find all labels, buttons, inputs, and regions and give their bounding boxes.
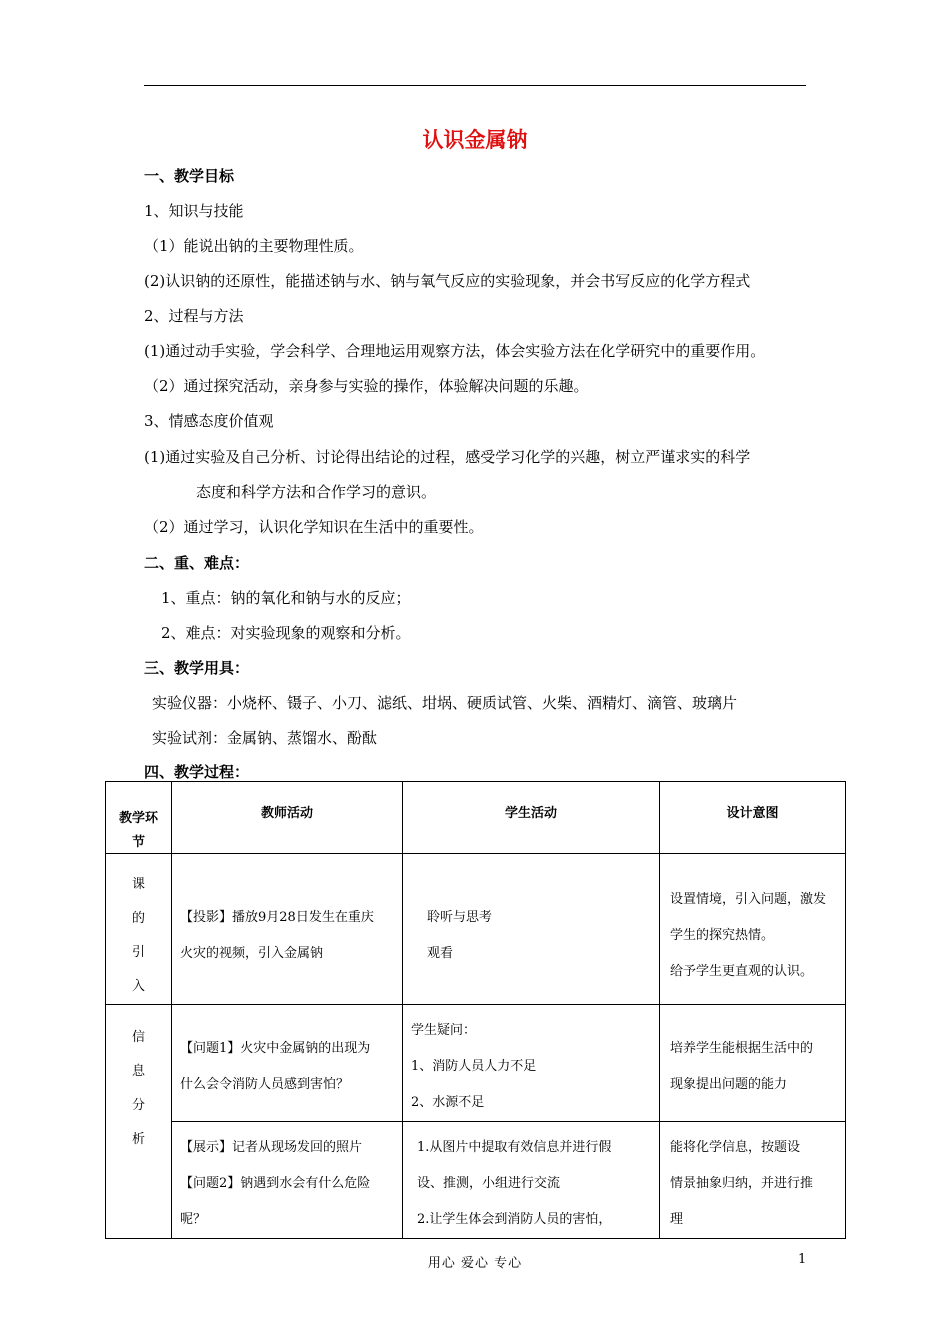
teacher-activity-line: 【问题1】火灾中金属钠的出现为 (180, 1041, 371, 1056)
materials-reagents: 实验试剂：金属钠、蒸馏水、酚酞 (152, 729, 378, 747)
teacher-activity-line: 火灾的视频，引入金属钠 (180, 946, 324, 961)
header-student-label: 学生活动 (504, 806, 557, 821)
header-intent-label: 设计意图 (726, 806, 779, 821)
stage-char: 信 (131, 1030, 145, 1045)
objective-item: （2）通过探究活动，亲身参与实验的操作，体验解决问题的乐趣。 (144, 377, 589, 395)
stage-cell (106, 1005, 172, 1239)
student-activity-line: 2、水源不足 (411, 1095, 485, 1110)
design-intent-line: 情景抽象归纳，并进行推 (670, 1176, 814, 1191)
student-activity-line: 观看 (427, 946, 454, 961)
stage-char: 息 (131, 1064, 145, 1079)
design-intent-line: 给予学生更直观的认识。 (670, 964, 814, 979)
teacher-activity-cell (172, 1005, 403, 1122)
objective-item: (2)认识钠的还原性，能描述钠与水、钠与氧气反应的实验现象，并会书写反应的化学方程式 (144, 272, 751, 290)
design-intent-cell (660, 854, 846, 1005)
design-intent-line: 现象提出问题的能力 (670, 1077, 788, 1092)
stage-cell (106, 854, 172, 1005)
teacher-activity-line: 呢？ (180, 1212, 207, 1227)
stage-char: 析 (131, 1132, 145, 1147)
header-intent (660, 782, 846, 854)
page-footer: 用心 爱心 专心 (427, 1256, 523, 1271)
student-activity-cell (403, 1122, 660, 1239)
stage-char: 入 (131, 979, 145, 994)
design-intent-line: 培养学生能根据生活中的 (670, 1041, 814, 1056)
stage-char: 课 (131, 877, 145, 892)
design-intent-cell (660, 1122, 846, 1239)
table-header-row (106, 782, 846, 854)
header-stage-line: 教学环 (118, 811, 158, 826)
subheading-attitude: 3、情感态度价值观 (144, 412, 274, 430)
design-intent-line: 学生的探究热情。 (670, 928, 775, 943)
design-intent-cell (660, 1005, 846, 1122)
subheading-process: 2、过程与方法 (144, 307, 244, 325)
objective-item-continuation: 态度和科学方法和合作学习的意识。 (196, 483, 437, 501)
table-row (106, 1122, 846, 1239)
table-row (106, 854, 846, 1005)
table-row (106, 1005, 846, 1122)
teacher-activity-line: 【问题2】钠遇到水会有什么危险 (180, 1176, 371, 1191)
materials-instruments: 实验仪器：小烧杯、镊子、小刀、滤纸、坩埚、硬质试管、火柴、酒精灯、滴管、玻璃片 (152, 694, 738, 712)
section-heading-materials: 三、教学用具： (144, 659, 250, 677)
header-teacher (172, 782, 403, 854)
student-activity-line: 学生疑问： (411, 1023, 477, 1038)
section-heading-objectives: 一、教学目标 (144, 167, 235, 185)
design-intent-line: 设置情境，引入问题，激发 (670, 892, 827, 907)
header-stage-line: 节 (131, 835, 145, 850)
stage-char: 引 (131, 945, 145, 960)
stage-char: 的 (131, 911, 145, 926)
design-intent-line: 理 (670, 1212, 684, 1227)
student-activity-line: 1、消防人员人力不足 (411, 1059, 537, 1074)
teacher-activity-line: 【展示】记者从现场发回的照片 (180, 1140, 363, 1155)
lesson-process-table (105, 781, 846, 1239)
student-activity-line: 2.让学生体会到消防人员的害怕， (417, 1212, 612, 1227)
student-activity-line: 聆听与思考 (427, 910, 493, 925)
teacher-activity-cell (172, 854, 403, 1005)
objective-item: （1）能说出钠的主要物理性质。 (144, 237, 364, 255)
student-activity-cell (403, 1005, 660, 1122)
design-intent-line: 能将化学信息，按题设 (670, 1140, 801, 1155)
header-student (403, 782, 660, 854)
keypoint-item: 2、难点：对实验现象的观察和分析。 (161, 624, 411, 642)
student-activity-line: 设、推测，小组进行交流 (417, 1176, 561, 1191)
section-heading-keypoints: 二、重、难点： (144, 554, 250, 572)
stage-char: 分 (131, 1098, 145, 1113)
document-title: 认识金属钠 (422, 128, 528, 152)
teacher-activity-line: 【投影】播放9月28日发生在重庆 (180, 910, 374, 925)
header-teacher-label: 教师活动 (260, 806, 313, 821)
student-activity-cell (403, 854, 660, 1005)
header-stage (106, 782, 172, 854)
objective-item: （2）通过学习，认识化学知识在生活中的重要性。 (144, 518, 484, 536)
student-activity-line: 1.从图片中提取有效信息并进行假 (417, 1140, 612, 1155)
teacher-activity-cell (172, 1122, 403, 1239)
subheading-knowledge: 1、知识与技能 (144, 202, 244, 220)
objective-item: (1)通过实验及自己分析、讨论得出结论的过程，感受学习化学的兴趣，树立严谨求实的科学 (144, 448, 751, 466)
page-number: 1 (798, 1252, 807, 1267)
header-rule (144, 85, 806, 86)
keypoint-item: 1、重点：钠的氧化和钠与水的反应； (161, 589, 411, 607)
objective-item: (1)通过动手实验，学会科学、合理地运用观察方法，体会实验方法在化学研究中的重要作用。 (144, 342, 766, 360)
teacher-activity-line: 什么会令消防人员感到害怕？ (180, 1077, 350, 1092)
section-heading-process: 四、教学过程： (144, 763, 250, 781)
